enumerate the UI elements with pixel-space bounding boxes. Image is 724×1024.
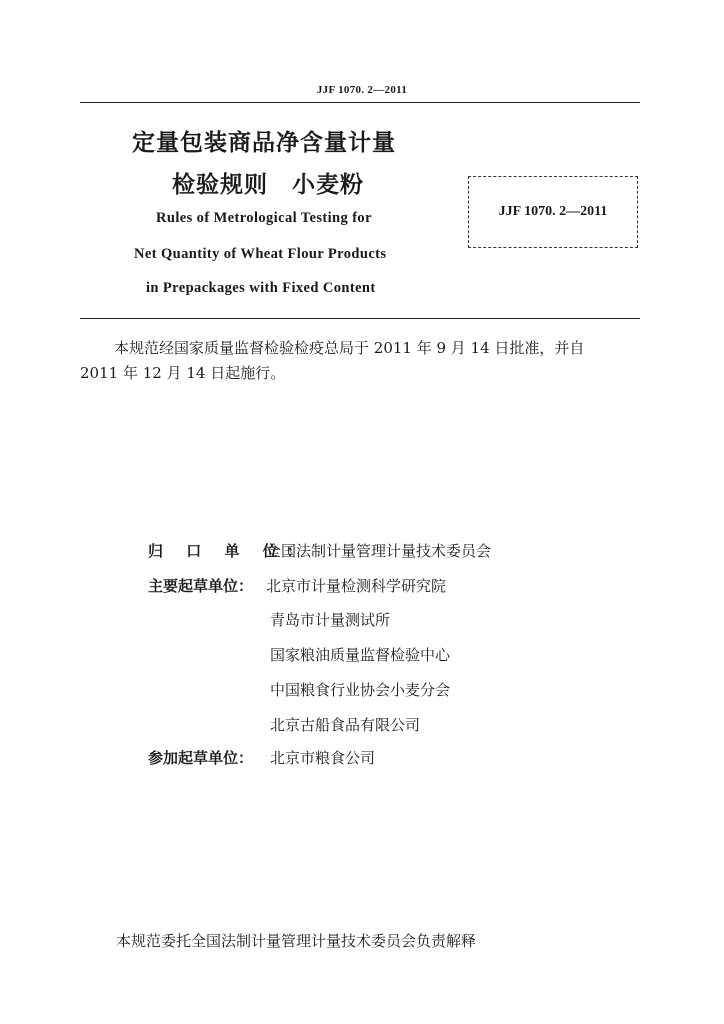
title-chinese-line-1: 定量包装商品净含量计量 [132,130,396,156]
standard-code-box [468,176,638,248]
title-english-line-3: in Prepackages with Fixed Content [146,280,376,296]
main-drafters-label: 主要起草单位： [148,577,254,595]
participating-drafter-row [148,747,375,768]
header-standard-code: JJF 1070. 2—2011 [316,84,408,96]
title-english-line-1: Rules of Metrological Testing for [156,210,372,226]
approval-line-1: 本规范经国家质量监督检验检疫总局于 2011 年 9 月 14 日批准，并自 [114,339,585,357]
main-drafter-item: 中国粮食行业协会小麦分会 [270,681,451,699]
participating-drafters-label: 参加起草单位： [148,749,254,767]
top-divider [80,102,640,103]
main-drafter-item: 北京市计量检测科学研究院 [266,577,447,595]
main-drafter-item: 青岛市计量测试所 [270,611,391,629]
responsible-unit-value: 全国法制计量管理计量技术委员会 [266,542,492,560]
standard-code-box-text: JJF 1070. 2—2011 [498,204,608,219]
approval-line-2: 2011 年 12 月 14 日起施行。 [80,364,286,382]
title-chinese-line-2: 检验规则 小麦粉 [172,172,364,198]
responsible-unit-row [148,540,491,561]
main-drafter-item: 国家粮油质量监督检验中心 [270,646,451,664]
main-drafter-row [148,575,446,596]
main-drafter-item: 北京古船食品有限公司 [270,716,421,734]
interpretation-note: 本规范委托全国法制计量管理计量技术委员会负责解释 [116,932,477,950]
approval-statement [80,336,640,386]
responsible-unit-label: 归 口 单 位： [148,542,311,560]
title-english-line-2: Net Quantity of Wheat Flour Products [134,246,387,262]
participating-drafter-value: 北京市粮食公司 [270,749,376,767]
middle-divider [80,318,640,319]
